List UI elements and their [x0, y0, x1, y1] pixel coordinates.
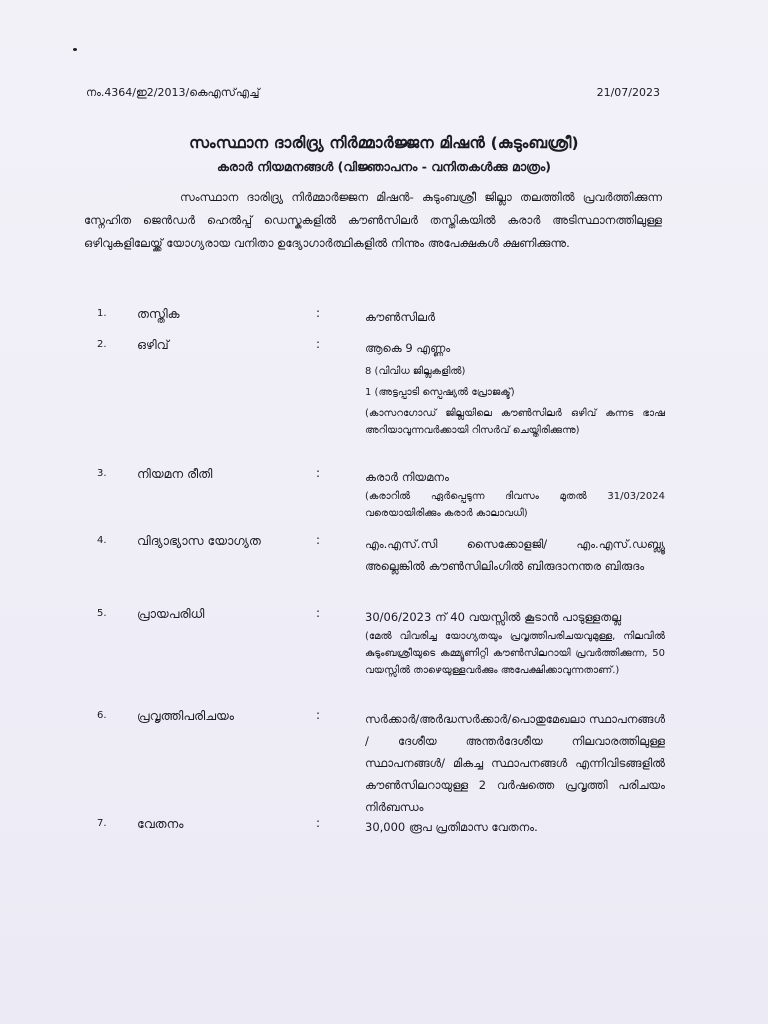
item-colon: : — [316, 533, 321, 547]
item-colon: : — [316, 337, 321, 351]
item-number: 5. — [97, 608, 107, 619]
item-note: (കാസറഗോഡ് ജില്ലയിലെ കൗൺസിലർ ഒഴിവ് കന്നട ഭാഷ അറിയാവുന്നവർക്കായി റിസർവ് ചെയ്തിരിക്കുന്നു) — [365, 408, 665, 436]
item-note: 1 (അട്ടപ്പാടി സ്പെഷ്യൽ പ്രോജക്ട്) — [365, 387, 515, 398]
document-date: 21/07/2023 — [596, 86, 660, 99]
item-value: ആകെ 9 എണ്ണം — [365, 341, 451, 355]
item-label: തസ്തിക — [137, 306, 180, 321]
item-value-block — [365, 816, 665, 838]
item-label: പ്രവൃത്തിപരിചയം — [137, 708, 235, 723]
item-value: 30/06/2023 ന് 40 വയസ്സിൽ കൂടാൻ പാടുള്ളതല്ല — [365, 610, 622, 624]
item-label: വിദ്യാഭ്യാസ യോഗ്യത — [137, 533, 261, 548]
item-value-block — [365, 533, 665, 577]
item-colon: : — [316, 306, 321, 320]
item-value: സർക്കാർ/അർദ്ധസർക്കാർ/പൊതുമേഖലാ സ്ഥാപനങ്ങൾ / ദേശീയ അന്തർദേശീയ നിലവാരത്തിലുള്ള സ്ഥാപനങ്ങൾ/ മികച്ച സ്ഥാപനങ്ങൾ എന്നിവിടങ്ങളിൽ കൗൺസിലറായുള്ള 2 വർഷത്തെ പ്രവൃത്തി പരിചയം നിർബന്ധം — [365, 712, 665, 814]
item-colon: : — [316, 708, 321, 722]
item-value: കൗൺസിലർ — [365, 310, 436, 324]
reference-number: നം.4364/ഇ2/2013/കെഎസ്എച്ച് — [86, 86, 260, 99]
item-label: പ്രായപരിധി — [137, 606, 205, 621]
item-value-block — [365, 337, 665, 443]
item-value-block — [365, 606, 665, 683]
item-number: 7. — [97, 818, 107, 829]
item-colon: : — [316, 466, 321, 480]
item-number: 4. — [97, 535, 107, 546]
item-label: നിയമന രീതി — [137, 466, 213, 481]
item-number: 1. — [97, 308, 107, 319]
item-value: കരാർ നിയമനം — [365, 470, 449, 484]
item-label: വേതനം — [137, 816, 184, 831]
item-note: (കരാറിൽ ഏർപ്പെടുന്ന ദിവസം മുതൽ 31/03/2024 വരെയായിരിക്കും കരാർ കാലാവധി) — [365, 491, 665, 519]
item-number: 3. — [97, 468, 107, 479]
scan-speck — [73, 48, 77, 51]
item-label: ഒഴിവ് — [137, 337, 169, 352]
item-value-block — [365, 306, 665, 328]
item-number: 6. — [97, 710, 107, 721]
item-colon: : — [316, 606, 321, 620]
intro-paragraph: സംസ്ഥാന ദാരിദ്ര്യ നിർമ്മാർജ്ജന മിഷൻ- കുടുംബശ്രീ ജില്ലാ തലത്തിൽ പ്രവർത്തിക്കുന്ന സ്നേഹിത ജെൻഡർ ഹെൽപ്പ് ഡെസ്കുകളിൽ കൗൺസിലർ തസ്തികയിൽ കരാർ അടിസ്ഥാനത്തിലുള്ള ഒഴിവുകളിലേയ്ക്ക് യോഗ്യരായ വനിതാ ഉദ്യോഗാർത്ഥികളിൽ നിന്നും അപേക്ഷകൾ ക്ഷണിക്കുന്നു. — [84, 190, 662, 250]
item-value-block — [365, 708, 665, 818]
item-note: 8 (വിവിധ ജില്ലകളിൽ) — [365, 366, 466, 377]
item-number: 2. — [97, 339, 107, 350]
item-value-block — [365, 466, 665, 526]
item-value: എം.എസ്.സി സൈക്കോളജി/ എം.എസ്.ഡബ്ല്യൂ അല്ലെങ്കിൽ കൗൺസിലിംഗിൽ ബിരുദാനന്തര ബിരുദം — [365, 537, 665, 573]
document-title: സംസ്ഥാന ദാരിദ്ര്യ നിർമ്മാർജ്ജന മിഷൻ (കുടുംബശ്രീ) — [189, 134, 579, 152]
item-colon: : — [316, 816, 321, 830]
item-note: (മേൽ വിവരിച്ച യോഗ്യതയും പ്രവൃത്തിപരിചയവുമുള്ള, നിലവിൽ കുടുംബശ്രീയുടെ കമ്മ്യൂണിറ്റി കൗൺസിലറായി പ്രവർത്തിക്കുന്ന, 50 വയസ്സിൽ താഴെയുള്ളവർക്കും അപേക്ഷിക്കാവുന്നതാണ്.) — [365, 631, 665, 676]
item-value: 30,000 രൂപ പ്രതിമാസ വേതനം. — [365, 820, 538, 834]
document-subtitle: കരാർ നിയമനങ്ങൾ (വിജ്ഞാപനം - വനിതകൾക്കു മാത്രം) — [217, 159, 551, 174]
